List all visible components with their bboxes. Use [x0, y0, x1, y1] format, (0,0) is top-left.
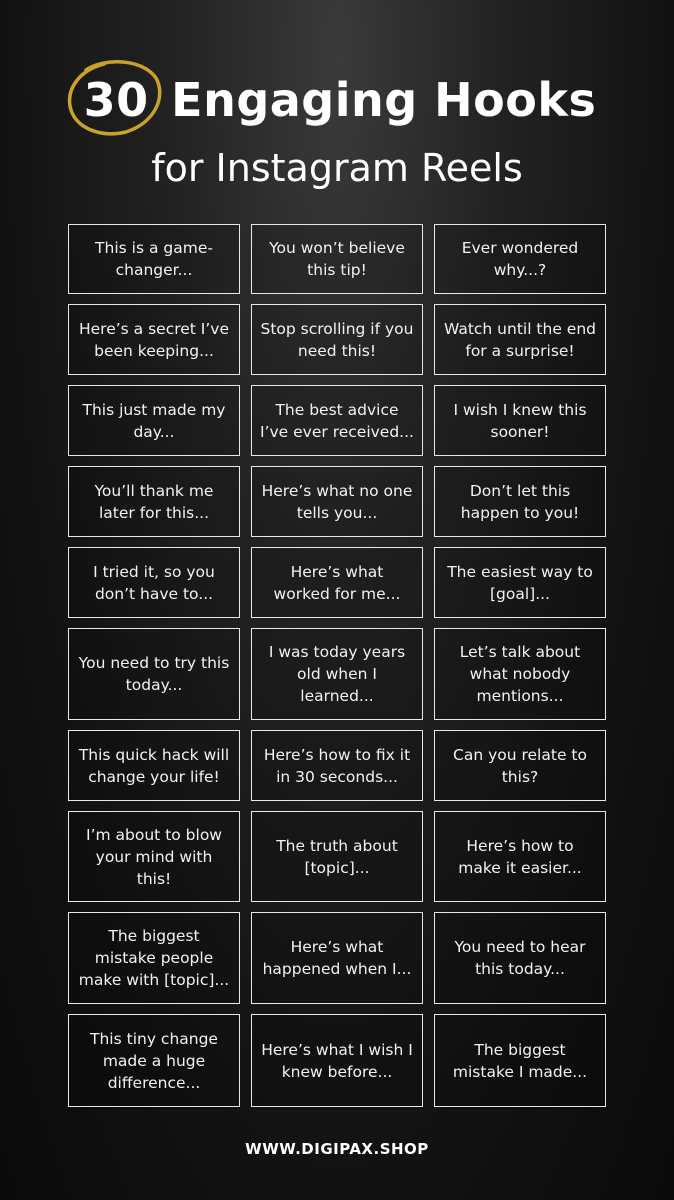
hook-card [68, 912, 240, 1004]
hook-card [434, 628, 606, 720]
website-footer: WWW.DIGIPAX.SHOP [245, 1140, 429, 1158]
hook-text: You need to hear this today... [454, 938, 586, 978]
hook-text: Stop scrolling if you need this! [260, 319, 414, 360]
hook-text: The best advice I’ve ever received... [260, 400, 414, 441]
title-number: 30 [83, 73, 149, 127]
hook-text: I was today years old when I learned... [268, 643, 406, 705]
hook-card [68, 304, 240, 375]
hook-text: The easiest way to [goal]... [447, 562, 593, 603]
hook-text: This just made my day... [82, 400, 226, 441]
hook-card [68, 628, 240, 720]
hook-card [434, 547, 606, 618]
hook-card [434, 385, 606, 456]
hook-text: Don’t let this happen to you! [460, 481, 580, 522]
hook-card [68, 730, 240, 801]
page-title [0, 70, 674, 130]
hook-text: Here’s how to make it easier... [458, 836, 582, 877]
hook-text: I wish I knew this sooner! [453, 400, 587, 441]
hook-text: The truth about [topic]... [276, 836, 398, 877]
hook-card [68, 466, 240, 537]
title-number-wrap [78, 70, 155, 130]
hook-text: You need to try this today... [78, 654, 230, 694]
hook-text: Let’s talk about what nobody mentions... [459, 643, 581, 705]
hook-text: I tried it, so you don’t have to... [93, 562, 215, 603]
hook-card [251, 811, 423, 902]
hook-card [251, 912, 423, 1004]
hook-card [251, 466, 423, 537]
hook-text: Watch until the end for a surprise! [443, 319, 596, 360]
hook-text: The biggest mistake people make with [topic]... [78, 927, 230, 989]
title-text: Engaging Hooks [171, 73, 597, 127]
hook-text: This quick hack will change your life! [78, 745, 230, 786]
hook-text: Here’s how to fix it in 30 seconds... [263, 745, 411, 786]
hook-card [434, 224, 606, 294]
hook-card [434, 466, 606, 537]
page-subtitle: for Instagram Reels [151, 146, 523, 190]
hook-card [251, 385, 423, 456]
hook-card [434, 304, 606, 375]
hook-text: Here’s what no one tells you... [261, 481, 413, 522]
hook-text: This is a game-changer... [95, 239, 213, 279]
hook-card [68, 811, 240, 902]
hook-card [251, 1014, 423, 1107]
hook-text: Here’s a secret I’ve been keeping... [78, 319, 230, 360]
hook-text: This tiny change made a huge difference... [90, 1029, 218, 1092]
hook-card [434, 730, 606, 801]
hook-card [251, 628, 423, 720]
hook-text: I’m about to blow your mind with this! [86, 825, 222, 888]
hook-text: The biggest mistake I made... [452, 1040, 588, 1081]
hook-card [68, 547, 240, 618]
hook-text: You won’t believe this tip! [269, 239, 405, 279]
hook-text: Here’s what worked for me... [273, 562, 401, 603]
hook-card [68, 385, 240, 456]
hook-card [68, 224, 240, 294]
hooks-grid [68, 224, 608, 1107]
hook-card [68, 1014, 240, 1107]
hook-text: You’ll thank me later for this... [94, 481, 214, 522]
hook-text: Here’s what happened when I... [262, 938, 412, 978]
hook-card [251, 547, 423, 618]
hook-card [434, 1014, 606, 1107]
hook-card [434, 811, 606, 902]
hook-text: Here’s what I wish I knew before... [261, 1040, 413, 1081]
hook-card [434, 912, 606, 1004]
hook-text: Ever wondered why...? [461, 239, 579, 279]
hook-card [251, 304, 423, 375]
hook-card [251, 224, 423, 294]
hook-card [251, 730, 423, 801]
hook-text: Can you relate to this? [453, 745, 587, 786]
